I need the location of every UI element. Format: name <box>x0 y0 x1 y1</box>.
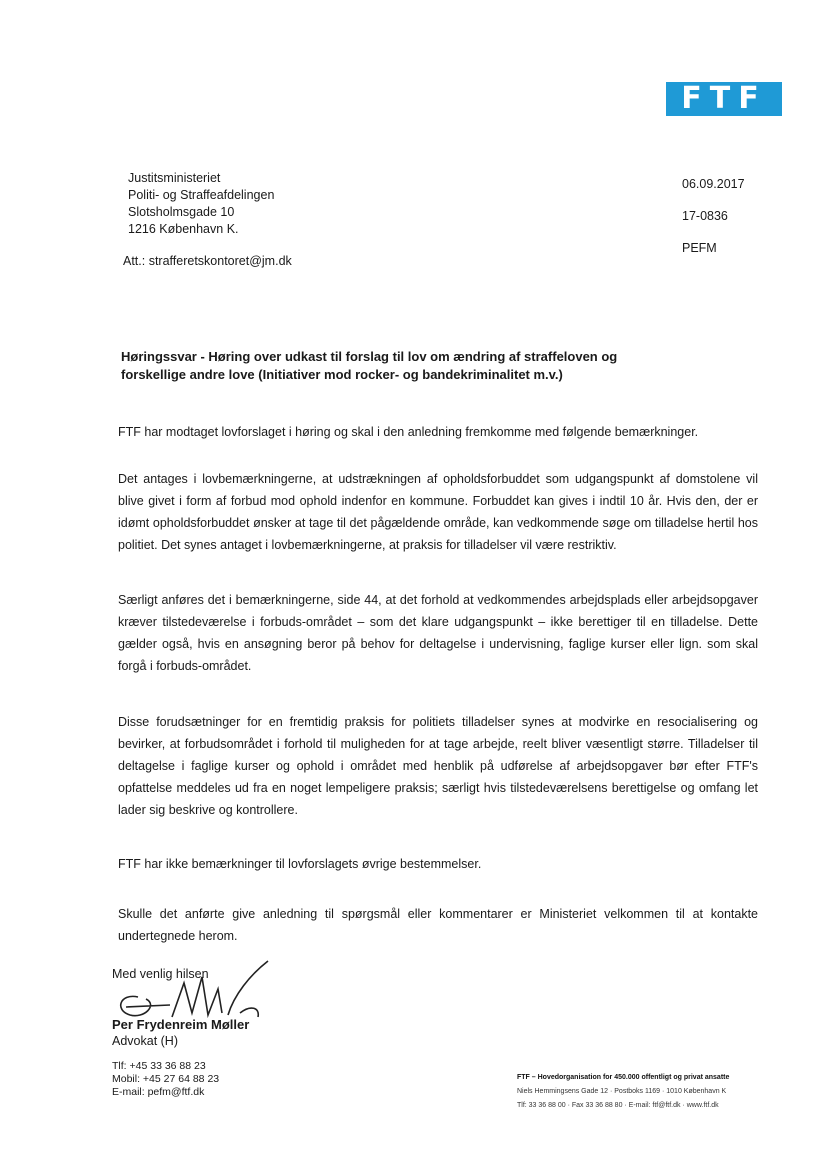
recipient-address <box>128 170 274 238</box>
footer-contact: Tlf: 33 36 88 00 · Fax 33 36 88 80 · E-mail: ftf@ftf.dk · www.ftf.dk <box>517 1102 719 1109</box>
reference-number: 17-0836 <box>682 209 728 223</box>
attention-line: Att.: strafferetskontoret@jm.dk <box>123 254 292 268</box>
ftf-logo: FTF <box>666 82 782 116</box>
signatory-title: Advokat (H) <box>112 1034 178 1048</box>
contact-block <box>112 1060 219 1099</box>
paragraph-kontakt: Skulle det anførte give anledning til spørgsmål eller kommentarer er Ministeriet velkommen til at kontakte undertegnede herom. <box>118 907 758 943</box>
signatory-name: Per Frydenreim Møller <box>112 1017 250 1032</box>
recipient-line-4: 1216 København K. <box>128 222 239 236</box>
recipient-line-1: Justitsministeriet <box>128 171 221 185</box>
paragraph-intro: FTF har modtaget lovforslaget i høring og skal i den anledning fremkomme med følgende bemærkninger. <box>118 425 699 439</box>
recipient-line-2: Politi- og Straffeafdelingen <box>128 188 275 202</box>
contact-mobile: Mobil: +45 27 64 88 23 <box>112 1073 220 1085</box>
footer-organisation: FTF – Hovedorganisation for 450.000 offentligt og privat ansatte <box>517 1074 730 1081</box>
recipient-line-3: Slotsholmsgade 10 <box>128 205 235 219</box>
closing-greeting: Med venlig hilsen <box>112 967 209 981</box>
author-initials: PEFM <box>682 241 717 255</box>
paragraph-bemaerkninger: Særligt anføres det i bemærkningerne, side 44, at det forhold at vedkommendes arbejdsplads eller arbejdsopgaver kræver tilstedeværelse i forbuds-området – som det klare udgangspunkt – ikke berettiger til en tilladelse. Dette gælder også, hvis en ansøgning beror på behov for deltagelse i undervisning, faglige kurser eller lign. som skal forgå i forbuds-området. <box>118 593 758 673</box>
footer-block <box>517 1071 767 1113</box>
letter-date: 06.09.2017 <box>682 177 745 191</box>
subject-heading: Høringssvar - Høring over udkast til forslag til lov om ændring af straffeloven og forskellige andre love (Initiativer mod rocker- og bandekriminalitet m.v.) <box>121 349 618 382</box>
contact-phone: Tlf: +45 33 36 88 23 <box>112 1060 206 1072</box>
footer-address: Niels Hemmingsens Gade 12 · Postboks 1169 · 1010 København K <box>517 1088 727 1095</box>
paragraph-praksis: Disse forudsætninger for en fremtidig praksis for politiets tilladelser synes at modvirke en resocialisering og bevirker, at forbudsområdet i forhold til muligheden for at tage arbejde, reelt bliver væsentligt større. Tilladelser til deltagelse i faglige kurser og ophold i området med henblik på udførelse af arbejdsopgaver bør efter FTF's opfattelse meddeles ud fra en noget lempeligere praksis; særligt hvis tilstedeværelsens berettigelse og omfang let lader sig beskrive og kontrollere. <box>118 715 758 817</box>
paragraph-opholdsforbud: Det antages i lovbemærkningerne, at udstrækningen af opholdsforbuddet som udgangspunkt af domstolene vil blive givet i form af forbud mod ophold indenfor en kommune. Forbuddet kan gives i indtil 10 år. Hvis den, der er idømt opholdsforbuddet ønsker at tage til det pågældende område, kan vedkommende søge om tilladelse hertil hos politiet. Det synes antaget i lovbemærkningerne, at praksis for tilladelser vil være restriktiv. <box>118 472 758 552</box>
contact-email: E-mail: pefm@ftf.dk <box>112 1086 205 1098</box>
paragraph-ovrige: FTF har ikke bemærkninger til lovforslagets øvrige bestemmelser. <box>118 857 482 871</box>
